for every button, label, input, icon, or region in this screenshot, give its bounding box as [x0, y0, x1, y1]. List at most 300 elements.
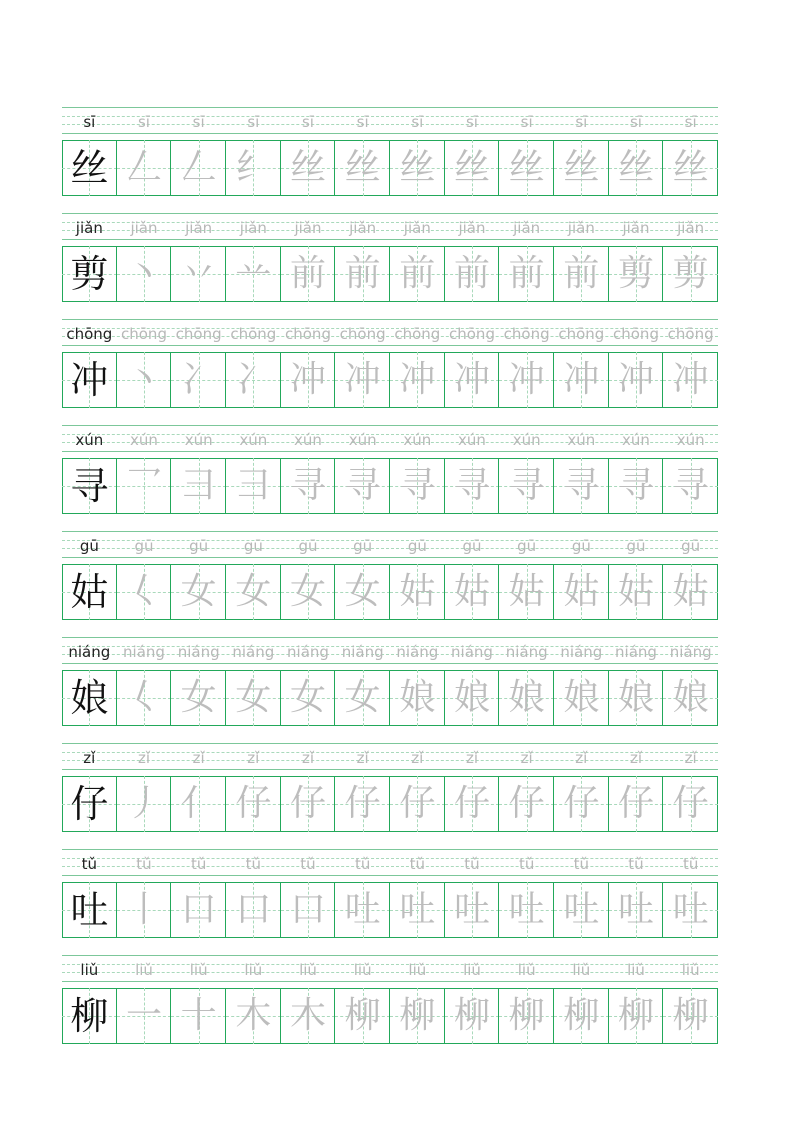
pinyin-trace: chōng [449, 325, 495, 343]
model-character-cell [62, 564, 117, 620]
model-character-cell [62, 458, 117, 514]
pinyin-trace: tǔ [464, 855, 480, 873]
stroke-step-character: 冲 [289, 359, 326, 400]
pinyin-trace: niáng [451, 643, 493, 661]
pinyin-trace: jiǎn [294, 219, 322, 237]
stroke-step-character: 丝 [617, 147, 654, 188]
stroke-step-cell [281, 988, 336, 1044]
stroke-step-character: 冲 [617, 359, 654, 400]
stroke-step-character: 剪 [617, 253, 654, 294]
stroke-step-cell [335, 140, 390, 196]
model-character-cell [62, 140, 117, 196]
stroke-step-character: 前 [344, 253, 381, 294]
stroke-step-character: 娘 [563, 677, 600, 718]
pinyin-guide-line [62, 425, 718, 426]
stroke-step-cell [335, 246, 390, 302]
stroke-step-character: 丝 [344, 147, 381, 188]
pinyin-trace: sī [301, 113, 314, 131]
pinyin-trace: gū [462, 537, 482, 555]
model-character-cell [62, 776, 117, 832]
stroke-step-cell [281, 140, 336, 196]
stroke-step-character: 丝 [289, 147, 326, 188]
stroke-step-cell [609, 988, 664, 1044]
stroke-step-cell [117, 352, 172, 408]
stroke-step-character: 冫 [235, 359, 272, 400]
stroke-step-cell [171, 564, 226, 620]
stroke-step-character: 冲 [672, 359, 709, 400]
pinyin-trace: xún [512, 431, 541, 449]
stroke-step-character: 前 [508, 253, 545, 294]
stroke-step-character: 彐 [235, 465, 272, 506]
stroke-step-cell [499, 988, 554, 1044]
pinyin-trace: niáng [123, 643, 165, 661]
stroke-step-character: 剪 [672, 253, 709, 294]
stroke-step-character: 姑 [617, 571, 654, 612]
pinyin-trace: chōng [175, 325, 222, 343]
pinyin-trace: niáng [560, 643, 603, 661]
stroke-step-cell [445, 988, 500, 1044]
pinyin-guide-line [62, 849, 718, 850]
stroke-step-character: 女 [289, 571, 326, 612]
pinyin-trace: liǔ [572, 961, 591, 979]
pinyin-trace: chōng [339, 325, 386, 343]
stroke-step-character: 吐 [563, 889, 600, 930]
stroke-step-character: 丝 [399, 147, 436, 188]
pinyin-trace: zǐ [247, 749, 260, 767]
stroke-step-character: 女 [235, 571, 272, 612]
pinyin-trace: sī [356, 113, 369, 131]
pinyin-trace: xún [184, 431, 213, 449]
pinyin-trace: tǔ [682, 855, 699, 873]
pinyin-trace: zǐ [684, 749, 697, 767]
stroke-step-cell [281, 564, 336, 620]
pinyin-trace: niáng [615, 643, 657, 661]
pinyin-label: gū [79, 537, 99, 555]
pinyin-trace: sī [575, 113, 588, 131]
stroke-step-cell [445, 882, 500, 938]
practice-row [62, 213, 718, 319]
stroke-step-cell [335, 882, 390, 938]
pinyin-trace: gū [189, 537, 209, 555]
stroke-step-character: 柳 [453, 995, 490, 1036]
stroke-step-character: 丝 [453, 147, 490, 188]
practice-row [62, 849, 718, 955]
pinyin-trace: jiǎn [567, 219, 595, 237]
pinyin-label: liǔ [80, 961, 99, 979]
pinyin-trace: jiǎn [239, 219, 267, 237]
practice-sheet [62, 107, 718, 1061]
pinyin-label: sī [83, 113, 96, 131]
stroke-step-cell [609, 140, 664, 196]
stroke-step-character: 吐 [453, 889, 490, 930]
stroke-step-cell [390, 246, 445, 302]
pinyin-trace: liǔ [353, 961, 372, 979]
pinyin-guide-line [62, 133, 718, 134]
stroke-step-character: 姑 [399, 571, 436, 612]
pinyin-trace: sī [684, 113, 697, 131]
stroke-step-character: 䒑 [235, 253, 272, 294]
stroke-step-character: 寻 [453, 465, 490, 506]
pinyin-trace: sī [192, 113, 205, 131]
stroke-step-cell [335, 352, 390, 408]
stroke-step-character: 女 [344, 571, 381, 612]
stroke-step-character: 仔 [235, 783, 272, 824]
pinyin-trace: chōng [394, 325, 441, 343]
stroke-step-cell [390, 458, 445, 514]
pinyin-trace: tǔ [300, 855, 316, 873]
stroke-step-cell [445, 352, 500, 408]
stroke-step-cell [609, 776, 664, 832]
stroke-step-character: 丝 [672, 147, 709, 188]
practice-row [62, 107, 718, 213]
stroke-step-cell [663, 670, 718, 726]
stroke-step-character: 丶 [125, 359, 162, 400]
pinyin-trace: zǐ [411, 749, 424, 767]
stroke-step-cell [390, 564, 445, 620]
stroke-step-character: 十 [180, 995, 217, 1036]
model-character-cell [62, 988, 117, 1044]
stroke-step-character: 娘 [399, 677, 436, 718]
pinyin-trace: zǐ [192, 749, 205, 767]
model-character-cell [62, 352, 117, 408]
stroke-step-character: 仔 [453, 783, 490, 824]
pinyin-guide-line [62, 213, 718, 214]
pinyin-trace: zǐ [137, 749, 150, 767]
practice-row [62, 425, 718, 531]
pinyin-trace: gū [353, 537, 373, 555]
pinyin-trace: liǔ [299, 961, 317, 979]
stroke-step-character: 柳 [399, 995, 436, 1036]
stroke-step-character: 寻 [672, 465, 709, 506]
stroke-step-cell [663, 776, 718, 832]
practice-row [62, 319, 718, 425]
stroke-step-cell [499, 458, 554, 514]
stroke-step-character: 乛 [125, 465, 162, 506]
stroke-step-character: 寻 [617, 465, 654, 506]
pinyin-label: xún [75, 431, 104, 449]
model-character-cell [62, 670, 117, 726]
pinyin-trace: niáng [232, 643, 275, 661]
stroke-step-character: 寻 [344, 465, 381, 506]
model-character: 冲 [70, 358, 109, 402]
stroke-step-character: 女 [180, 571, 217, 612]
stroke-step-character: 女 [235, 677, 272, 718]
stroke-step-character: 柳 [617, 995, 654, 1036]
stroke-step-character: 仔 [617, 783, 654, 824]
stroke-step-cell [226, 458, 281, 514]
stroke-step-cell [445, 670, 500, 726]
stroke-step-cell [226, 564, 281, 620]
pinyin-trace: chōng [285, 325, 331, 343]
stroke-step-character: 柳 [563, 995, 600, 1036]
pinyin-trace: gū [298, 537, 318, 555]
pinyin-guide-line [62, 345, 718, 346]
stroke-step-character: 丶 [125, 253, 162, 294]
stroke-step-cell [390, 670, 445, 726]
pinyin-trace: chōng [667, 325, 714, 343]
pinyin-trace: xún [622, 431, 650, 449]
pinyin-trace: xún [239, 431, 268, 449]
stroke-step-cell [281, 776, 336, 832]
pinyin-trace: tǔ [190, 855, 207, 873]
stroke-step-character: 冫 [180, 359, 217, 400]
stroke-step-cell [117, 140, 172, 196]
stroke-step-character: 冲 [399, 359, 436, 400]
stroke-step-character: 柳 [344, 995, 381, 1036]
stroke-step-character: 柳 [672, 995, 709, 1036]
stroke-step-cell [663, 352, 718, 408]
pinyin-trace: liǔ [244, 961, 263, 979]
stroke-step-cell [390, 140, 445, 196]
stroke-step-character: 吐 [508, 889, 545, 930]
stroke-step-cell [609, 670, 664, 726]
model-character: 仔 [70, 782, 109, 826]
stroke-step-cell [499, 352, 554, 408]
pinyin-trace: zǐ [520, 749, 533, 767]
stroke-step-character: 一 [125, 995, 162, 1036]
stroke-step-cell [663, 988, 718, 1044]
stroke-step-character: 寻 [508, 465, 545, 506]
stroke-step-character: 吐 [399, 889, 436, 930]
stroke-step-cell [499, 882, 554, 938]
stroke-step-character: 娘 [672, 677, 709, 718]
pinyin-trace: gū [626, 537, 646, 555]
stroke-step-cell [281, 246, 336, 302]
stroke-step-cell [390, 776, 445, 832]
stroke-step-character: 𠃋 [180, 147, 217, 188]
stroke-step-cell [117, 246, 172, 302]
pinyin-trace: chōng [121, 325, 167, 343]
pinyin-label: jiǎn [75, 219, 103, 237]
stroke-step-cell [554, 988, 609, 1044]
stroke-step-cell [554, 670, 609, 726]
stroke-step-character: 前 [399, 253, 436, 294]
pinyin-trace: xún [403, 431, 432, 449]
practice-row [62, 955, 718, 1061]
pinyin-trace: xún [348, 431, 377, 449]
pinyin-guide-line [62, 663, 718, 664]
stroke-step-cell [281, 882, 336, 938]
pinyin-guide-line [62, 557, 718, 558]
stroke-step-cell [499, 776, 554, 832]
pinyin-trace: chōng [230, 325, 277, 343]
stroke-step-cell [445, 564, 500, 620]
stroke-step-character: 姑 [672, 571, 709, 612]
pinyin-trace: jiǎn [403, 219, 431, 237]
pinyin-label: chōng [66, 325, 113, 343]
pinyin-trace: jiǎn [349, 219, 377, 237]
pinyin-guide-line [62, 955, 718, 956]
practice-row [62, 743, 718, 849]
pinyin-trace: xún [130, 431, 158, 449]
pinyin-label: tǔ [81, 855, 98, 873]
pinyin-trace: niáng [287, 643, 329, 661]
stroke-step-character: 姑 [453, 571, 490, 612]
pinyin-trace: sī [465, 113, 478, 131]
stroke-step-cell [663, 564, 718, 620]
pinyin-trace: liǔ [517, 961, 536, 979]
stroke-step-character: 丝 [563, 147, 600, 188]
pinyin-trace: liǔ [189, 961, 208, 979]
stroke-step-cell [171, 140, 226, 196]
pinyin-trace: tǔ [409, 855, 426, 873]
stroke-step-cell [335, 670, 390, 726]
stroke-step-cell [117, 670, 172, 726]
stroke-step-character: 娘 [453, 677, 490, 718]
stroke-step-cell [499, 670, 554, 726]
pinyin-trace: jiǎn [458, 219, 486, 237]
stroke-step-cell [554, 140, 609, 196]
stroke-step-character: 𡿨 [125, 571, 162, 612]
stroke-step-cell [554, 564, 609, 620]
stroke-step-cell [226, 776, 281, 832]
pinyin-trace: sī [629, 113, 642, 131]
stroke-step-character: 冲 [453, 359, 490, 400]
stroke-step-cell [554, 246, 609, 302]
stroke-step-cell [117, 564, 172, 620]
pinyin-guide-line [62, 451, 718, 452]
pinyin-trace: jiǎn [622, 219, 650, 237]
pinyin-trace: chōng [613, 325, 659, 343]
pinyin-trace: liǔ [408, 961, 427, 979]
stroke-step-character: 娘 [617, 677, 654, 718]
pinyin-trace: xún [567, 431, 596, 449]
stroke-step-cell [609, 882, 664, 938]
stroke-step-cell [554, 352, 609, 408]
stroke-step-character: 柳 [508, 995, 545, 1036]
stroke-step-character: 木 [289, 995, 326, 1036]
model-character: 吐 [70, 888, 109, 932]
stroke-step-character: 冲 [508, 359, 545, 400]
pinyin-trace: liǔ [463, 961, 481, 979]
stroke-step-character: 口 [180, 889, 217, 930]
stroke-step-character: 仔 [399, 783, 436, 824]
stroke-step-cell [117, 988, 172, 1044]
stroke-step-character: 丷 [180, 253, 217, 294]
stroke-step-cell [171, 246, 226, 302]
pinyin-trace: tǔ [354, 855, 371, 873]
stroke-step-cell [226, 882, 281, 938]
pinyin-trace: zǐ [301, 749, 314, 767]
model-character: 剪 [70, 252, 109, 296]
stroke-step-cell [281, 670, 336, 726]
pinyin-trace: zǐ [356, 749, 369, 767]
stroke-step-cell [171, 670, 226, 726]
stroke-step-character: 娘 [508, 677, 545, 718]
stroke-step-character: 𠃋 [125, 147, 162, 188]
stroke-step-cell [390, 988, 445, 1044]
pinyin-trace: zǐ [575, 749, 588, 767]
pinyin-trace: niáng [177, 643, 220, 661]
stroke-step-cell [335, 988, 390, 1044]
pinyin-guide-line [62, 769, 718, 770]
stroke-step-cell [445, 776, 500, 832]
pinyin-trace: tǔ [628, 855, 644, 873]
stroke-step-character: 冲 [563, 359, 600, 400]
stroke-step-cell [171, 882, 226, 938]
stroke-step-character: 口 [289, 889, 326, 930]
pinyin-trace: chōng [503, 325, 550, 343]
pinyin-trace: xún [458, 431, 486, 449]
stroke-step-cell [445, 458, 500, 514]
stroke-step-character: 女 [344, 677, 381, 718]
stroke-step-character: 姑 [508, 571, 545, 612]
model-character-cell [62, 882, 117, 938]
stroke-step-character: 吐 [344, 889, 381, 930]
pinyin-guide-line [62, 107, 718, 108]
stroke-step-character: 丿 [125, 783, 162, 824]
stroke-step-cell [609, 352, 664, 408]
pinyin-trace: zǐ [629, 749, 642, 767]
stroke-step-cell [335, 458, 390, 514]
stroke-step-cell [117, 776, 172, 832]
stroke-step-character: 木 [235, 995, 272, 1036]
stroke-step-character: 丨 [125, 889, 162, 930]
pinyin-trace: gū [681, 537, 701, 555]
pinyin-trace: niáng [505, 643, 548, 661]
stroke-step-cell [609, 564, 664, 620]
stroke-step-cell [117, 458, 172, 514]
pinyin-guide-line [62, 743, 718, 744]
stroke-step-character: 丝 [508, 147, 545, 188]
pinyin-trace: sī [137, 113, 150, 131]
pinyin-trace: liǔ [135, 961, 153, 979]
stroke-step-cell [226, 246, 281, 302]
stroke-step-cell [663, 246, 718, 302]
pinyin-trace: jiǎn [185, 219, 213, 237]
stroke-step-character: 仔 [563, 783, 600, 824]
stroke-step-cell [663, 458, 718, 514]
stroke-step-character: 女 [289, 677, 326, 718]
model-character: 娘 [70, 676, 109, 720]
stroke-step-cell [171, 458, 226, 514]
model-character-cell [62, 246, 117, 302]
model-character: 柳 [70, 994, 109, 1038]
pinyin-label: zǐ [83, 749, 96, 767]
pinyin-trace: liǔ [627, 961, 645, 979]
stroke-step-cell [171, 776, 226, 832]
pinyin-trace: sī [247, 113, 260, 131]
stroke-step-cell [226, 670, 281, 726]
stroke-step-cell [226, 988, 281, 1044]
stroke-step-character: 吐 [672, 889, 709, 930]
stroke-step-cell [609, 458, 664, 514]
pinyin-trace: gū [243, 537, 263, 555]
pinyin-trace: xún [676, 431, 705, 449]
model-character: 姑 [70, 570, 109, 614]
stroke-step-cell [663, 140, 718, 196]
stroke-step-cell [390, 352, 445, 408]
stroke-step-cell [663, 882, 718, 938]
pinyin-guide-line [62, 875, 718, 876]
pinyin-trace: jiǎn [677, 219, 705, 237]
model-character: 丝 [70, 146, 109, 190]
stroke-step-character: 冲 [344, 359, 381, 400]
stroke-step-character: 前 [453, 253, 490, 294]
stroke-step-character: 寻 [289, 465, 326, 506]
pinyin-trace: gū [517, 537, 537, 555]
stroke-step-cell [609, 246, 664, 302]
stroke-step-cell [117, 882, 172, 938]
stroke-step-character: 亻 [180, 783, 217, 824]
stroke-step-character: 纟 [235, 147, 272, 188]
stroke-step-cell [499, 246, 554, 302]
stroke-step-cell [226, 140, 281, 196]
model-character: 寻 [70, 464, 109, 508]
pinyin-trace: zǐ [465, 749, 478, 767]
pinyin-trace: tǔ [245, 855, 262, 873]
stroke-step-cell [171, 988, 226, 1044]
